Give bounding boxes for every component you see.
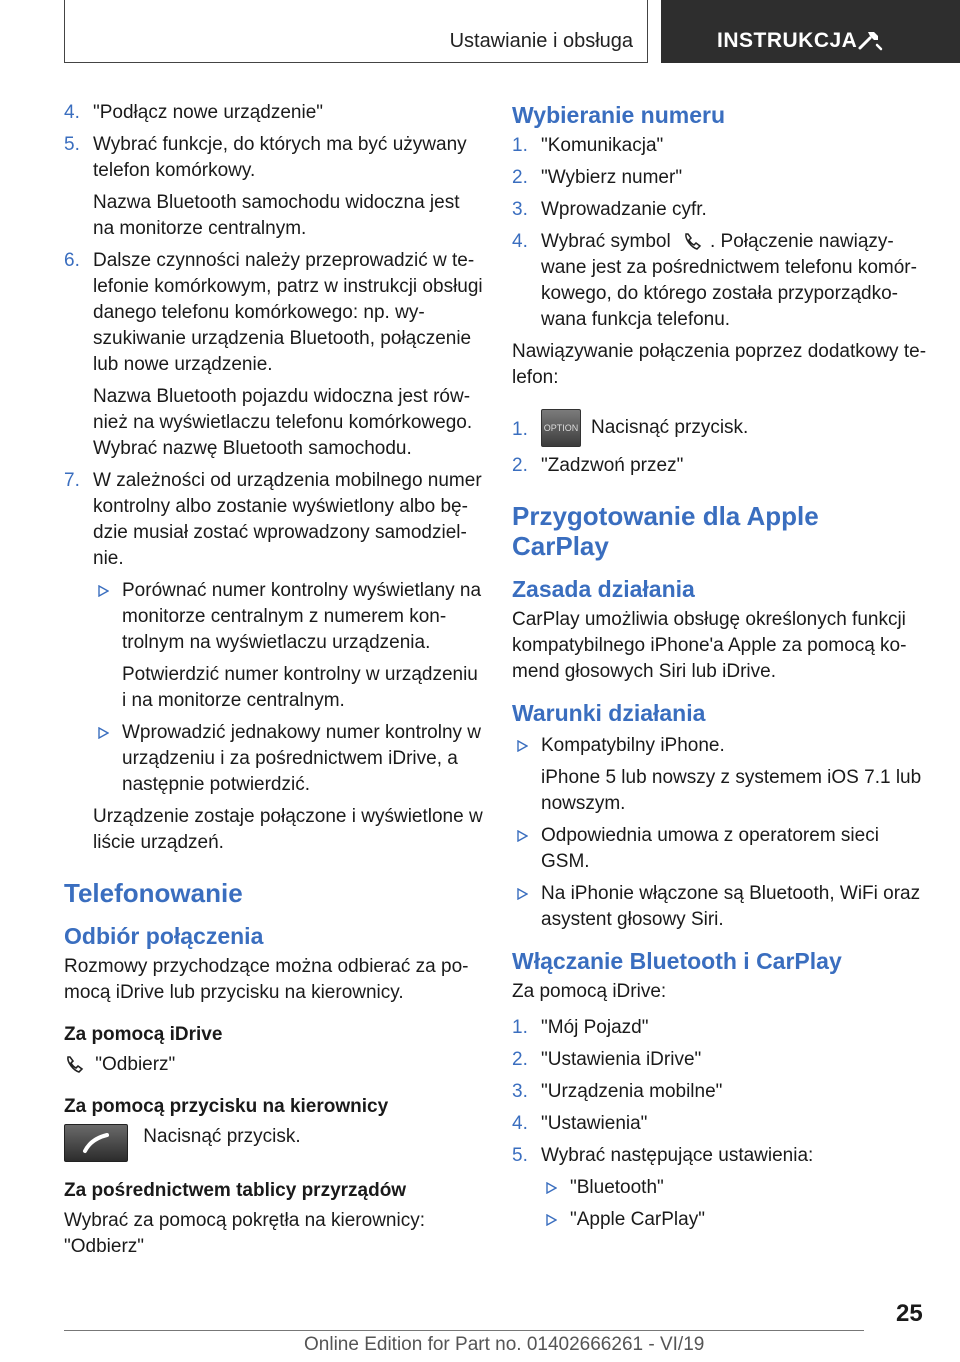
paragraph: Rozmowy przychodzące można odbierać za pomocą iDrive lub przycisku na kierownicy. xyxy=(64,956,469,1003)
bullet-text: "Apple CarPlay" xyxy=(570,1209,705,1230)
item-number: 1. xyxy=(512,1017,528,1038)
paragraph: CarPlay umożliwia obsługę określonych funkcji kompatybilnego iPhone'a Apple za pomocą komend głosowych Siri lub iDrive. xyxy=(512,609,907,682)
chapter-label: INSTRUKCJA xyxy=(717,29,858,52)
bullet-text: "Bluetooth" xyxy=(570,1177,664,1198)
item-number: 5. xyxy=(512,1145,528,1166)
list-item xyxy=(512,409,932,447)
header-frame xyxy=(64,0,648,63)
item-text: "Urządzenia mobilne" xyxy=(541,1081,723,1102)
item-text: "Zadzwoń przez" xyxy=(541,455,684,476)
item-text: "Wybierz numer" xyxy=(541,167,683,188)
phone-handset-icon xyxy=(682,232,704,252)
list-item xyxy=(64,248,484,462)
list-item xyxy=(64,100,484,126)
wheel-button-row xyxy=(64,1124,484,1162)
item-number: 5. xyxy=(64,134,80,155)
list-item xyxy=(512,453,932,479)
chapter-tab xyxy=(661,0,960,63)
bullet-item xyxy=(512,823,932,875)
item-text: "Komunikacja" xyxy=(541,135,664,156)
heading-wheel-button: Za pomocą przycisku na kierownicy xyxy=(64,1096,389,1117)
left-column xyxy=(64,100,484,1266)
item-text: Dalsze czynności należy przeprowadzić w telefonie komórkowym, patrz w instrukcji obsługi danego telefonu komórkowego: np. wyszukiwanie urządzenia Bluetooth, połączenie lub nowe urządzenie. xyxy=(93,250,483,375)
item-note: Urządzenie zostaje połączone i wyświetlone w liście urządzeń. xyxy=(93,806,483,853)
heading-enable: Włączanie Bluetooth i CarPlay xyxy=(512,948,842,974)
item-text: Wybrać funkcje, do których ma być używany telefon komórkowy. xyxy=(93,134,467,181)
list-item xyxy=(512,1015,932,1041)
item-number: 2. xyxy=(512,455,528,476)
item-number: 3. xyxy=(512,199,528,220)
item-text: "Mój Pojazd" xyxy=(541,1017,649,1038)
item-number: 6. xyxy=(64,250,80,271)
item-text: Nacisnąć przycisk. xyxy=(591,417,749,439)
bullet-text: Porównać numer kontrolny wyświetlany na monitorze centralnym z numerem kontrolnym na wyświetlaczu urządzenia. xyxy=(122,580,482,653)
triangle-bullet-icon xyxy=(516,830,528,842)
bullet-note: iPhone 5 lub nowszy z systemem iOS 7.1 lub nowszym. xyxy=(541,767,922,814)
item-note: Nazwa Bluetooth samochodu widoczna jest na monitorze centralnym. xyxy=(93,192,460,239)
list-item xyxy=(512,1143,932,1233)
item-number: 7. xyxy=(64,470,80,491)
triangle-bullet-icon xyxy=(516,740,528,752)
heading-telephoning: Telefonowanie xyxy=(64,878,243,908)
steering-phone-button-icon xyxy=(64,1124,128,1162)
list-item xyxy=(64,132,484,242)
tools-icon xyxy=(857,27,883,53)
item-text: Wprowadzanie cyfr. xyxy=(541,199,707,220)
item-note: Nazwa Bluetooth pojazdu widoczna jest również na wyświetlaczu telefonu komórkowego. Wybrać nazwę Bluetooth samochodu. xyxy=(93,386,473,459)
paragraph: Nawiązywanie połączenia poprzez dodatkowy telefon: xyxy=(512,341,927,388)
triangle-bullet-icon xyxy=(97,727,109,739)
item-number: 2. xyxy=(512,167,528,188)
heading-principle: Zasada działania xyxy=(512,576,695,602)
right-column xyxy=(512,100,932,1239)
list-item xyxy=(512,1047,932,1073)
item-text: Wybrać następujące ustawienia: xyxy=(541,1145,814,1166)
heading-instrument-cluster: Za pośrednictwem tablicy przyrządów xyxy=(64,1180,407,1201)
item-number: 2. xyxy=(512,1049,528,1070)
heading-idrive: Za pomocą iDrive xyxy=(64,1024,223,1045)
list-item xyxy=(512,133,932,159)
phone-handset-icon xyxy=(64,1054,86,1076)
item-text: W zależności od urządzenia mobilnego numer kontrolny albo zostanie wyświetlony albo będzie musiał zostać wprowadzony samodzielnie. xyxy=(93,470,482,569)
bullet-text: Kompatybilny iPhone. xyxy=(541,735,725,756)
item-number: 4. xyxy=(64,102,80,123)
bullet-item xyxy=(93,720,484,798)
triangle-bullet-icon xyxy=(97,585,109,597)
list-item xyxy=(512,1111,932,1137)
paragraph: Za pomocą iDrive: xyxy=(512,981,667,1002)
bullet-item xyxy=(512,881,932,933)
bullet-item xyxy=(93,578,484,714)
bullet-note: Potwierdzić numer kontrolny w urządzeniu i na monitorze centralnym. xyxy=(122,664,478,711)
triangle-bullet-icon xyxy=(516,888,528,900)
item-number: 4. xyxy=(512,231,528,252)
page-number: 25 xyxy=(896,1300,923,1327)
item-text-cont: . Połączenie nawiązywane jest za pośrednictwem telefonu komórkowego, do którego została przyporządkowana funkcja telefonu. xyxy=(541,231,917,330)
item-number: 3. xyxy=(512,1081,528,1102)
heading-conditions: Warunki działania xyxy=(512,700,706,726)
item-text: "Ustawienia iDrive" xyxy=(541,1049,702,1070)
idrive-answer-row xyxy=(64,1052,484,1078)
list-item xyxy=(512,1079,932,1105)
triangle-bullet-icon xyxy=(545,1214,557,1226)
bullet-text: Na iPhonie włączone są Bluetooth, WiFi oraz asystent głosowy Siri. xyxy=(541,883,921,930)
item-number: 1. xyxy=(512,419,528,440)
heading-receive-call: Odbiór połączenia xyxy=(64,923,264,949)
bullet-text: Odpowiednia umowa z operatorem sieci GSM. xyxy=(541,825,879,872)
list-item xyxy=(512,165,932,191)
item-text: Wybrać symbol xyxy=(541,231,671,252)
footer-divider xyxy=(64,1330,864,1331)
list-item xyxy=(64,468,484,856)
bullet-item xyxy=(541,1175,932,1201)
wheel-button-text: Nacisnąć przycisk. xyxy=(143,1126,301,1147)
list-item xyxy=(512,229,932,333)
paragraph: Wybrać za pomocą pokrętła na kierownicy: "Odbierz" xyxy=(64,1210,425,1257)
bullet-item xyxy=(512,733,932,817)
heading-carplay: Przygotowanie dla Apple CarPlay xyxy=(512,501,819,561)
item-number: 1. xyxy=(512,135,528,156)
item-text: "Podłącz nowe urządzenie" xyxy=(93,102,324,123)
item-number: 4. xyxy=(512,1113,528,1134)
item-text: "Ustawienia" xyxy=(541,1113,648,1134)
list-item xyxy=(512,197,932,223)
section-title: Ustawianie i obsługa xyxy=(449,30,633,52)
answer-label: "Odbierz" xyxy=(95,1054,176,1075)
bullet-text: Wprowadzić jednakowy numer kontrolny w urządzeniu i za pośrednictwem iDrive, a następnie potwierdzić. xyxy=(122,722,482,795)
option-button-icon: OPTION xyxy=(541,409,581,447)
edition-note: Online Edition for Part no. 01402666261 - VI/19 xyxy=(304,1334,705,1355)
heading-dial-number: Wybieranie numeru xyxy=(512,102,726,128)
bullet-item xyxy=(541,1207,932,1233)
triangle-bullet-icon xyxy=(545,1182,557,1194)
